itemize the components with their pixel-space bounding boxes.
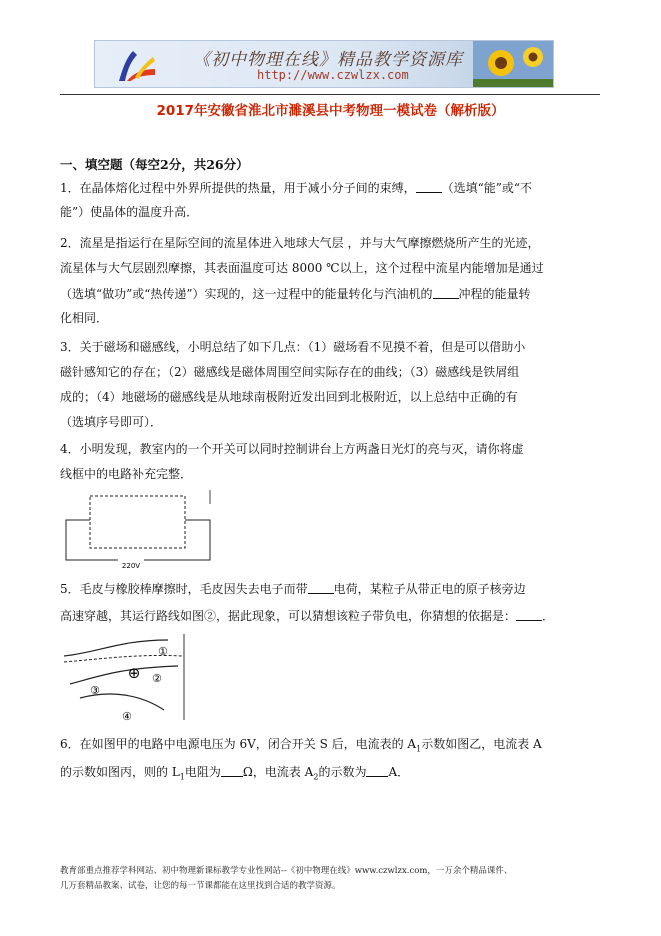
q6-text-cont: 示数如图乙，电流表 A [421,737,542,751]
q5-answer-blank-1[interactable] [308,582,334,594]
q1-answer-blank[interactable] [416,181,442,193]
question-6-line-2 [60,765,409,781]
q6-subscript-a2: 2 [313,772,319,782]
question-2-line-3 [60,287,531,300]
q5-text-end: ． [542,609,555,623]
q6-text-4: Ω，电流表 A [242,765,314,779]
header-banner [94,40,554,88]
question-5-line-2 [60,609,554,622]
q6-subscript-l1: 1 [179,772,185,782]
q5-text: 5．毛皮与橡胶棒摩擦时，毛皮因失去电子而带 [60,582,308,596]
q2-answer-blank[interactable] [433,287,459,299]
q1-text-cont: （选填“能”或“不 [441,181,533,195]
document-title: 2017年安徽省淮北市濉溪县中考物理一模试卷（解析版） [156,103,505,119]
path-label-2: ② [152,672,162,685]
path-label-3: ③ [90,684,100,697]
q6-answer-blank-1[interactable] [221,765,243,777]
question-2-line-2: 流星体与大气层剧烈摩擦，其表面温度可达 8000 ℃以上，这个过程中流星内能增加是通过 [60,261,544,275]
voltage-label: 220V [121,562,141,570]
site-logo-icon [113,47,161,85]
dashed-circuit-box[interactable] [90,496,185,548]
q6-text-2: 的示数如图丙，则的 L [60,765,180,779]
question-6-line-1 [60,738,542,753]
path-label-1: ① [158,645,168,658]
question-1-line-1 [60,181,532,194]
footer-line-2: 几万套精品教案、试卷，让您的每一节课都能在这里找到合适的教学资源。 [60,881,341,891]
q2-text-cont: 冲程的能量转 [458,287,531,301]
q1-text: 1．在晶体熔化过程中外界所提供的热量，用于减小分子间的束缚， [60,181,416,195]
section-heading: 一、填空题（每空2分，共26分） [60,157,249,172]
banner-url[interactable]: http://www.czwlzx.com [257,68,409,82]
q4-circuit-diagram [60,488,220,570]
question-3-line-3: 成的；（4）地磁场的磁感线是从地球南极附近发出回到北极附近，以上总结中正确的有 [60,390,518,404]
sunflower-decoration-icon [473,41,553,88]
question-2-line-1: 2．流星是指运行在星际空间的流星体进入地球大气层 ，并与大气摩擦燃烧所产生的光迹， [60,236,540,250]
q6-text-end: A． [388,765,410,779]
question-5-line-1 [60,582,526,595]
q6-answer-blank-2[interactable] [366,765,388,777]
question-3-line-1: 3．关于磁场和磁感线，小明总结了如下几点：（1）磁场看不见摸不着，但是可以借助小 [60,340,526,354]
q6-subscript-a1: 1 [416,744,422,754]
header-divider [60,94,600,95]
question-3-line-2: 磁针感知它的存在；（2）磁感线是磁体周围空间实际存在的曲线；（3）磁感线是铁屑组 [60,365,520,379]
question-3-line-4: （选填序号即可）． [60,415,163,429]
q5-text-2: 高速穿越，其运行路线如图②，据此现象，可以猜想该粒子带负电，你猜想的依据是： [60,609,517,623]
q2-text: （选填“做功”或“热传递”）实现的，这一过程中的能量转化与汽油机的 [60,287,433,301]
page-footer [60,864,512,894]
q6-text-3: 电阻为 [184,765,221,779]
question-4-line-1: 4．小明发现，教室内的一个开关可以同时控制讲台上方两盏日光灯的亮与灭，请你将虚 [60,442,524,456]
question-2-line-4: 化相同． [60,311,109,325]
q6-text-5: 的示数为 [318,765,367,779]
path-1 [64,640,168,656]
question-1-line-2: 能”）使晶体的温度升高． [60,205,199,219]
path-label-4: ④ [122,710,132,722]
question-4-line-2: 线框中的电路补充完整． [60,467,193,481]
banner-title: 《初中物理在线》精品教学资源库 [193,50,463,70]
q5-answer-blank-2[interactable] [516,609,542,621]
q5-text-cont: 电荷，某粒子从带正电的原子核旁边 [333,582,526,596]
q6-text: 6．在如图甲的电路中电源电压为 6V，闭合开关 S 后，电流表的 A [60,737,417,751]
q5-particle-path-diagram [60,632,190,722]
footer-line-1: 教育部重点推荐学科网站、初中物理新课标教学专业性网站--《初中物理在线》www.czwlzx.com，一万余个精品课件、 [60,866,513,876]
nucleus-icon: ⊕ [127,664,141,682]
